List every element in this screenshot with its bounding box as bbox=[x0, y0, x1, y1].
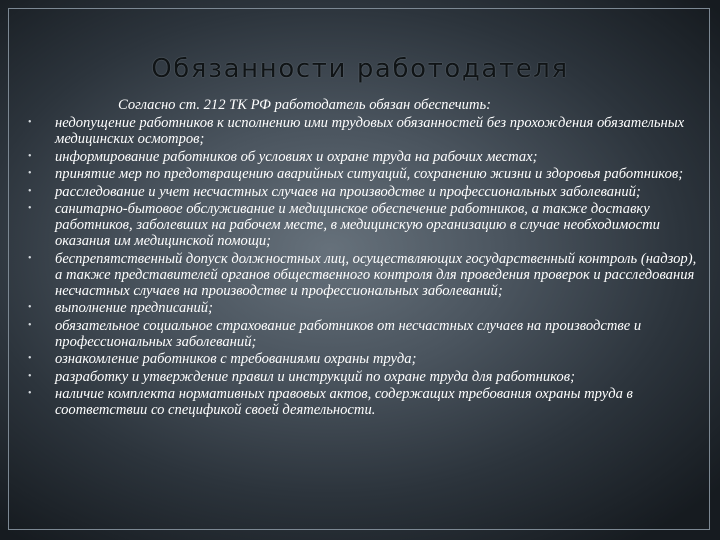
intro-text: Согласно ст. 212 ТК РФ работодатель обязан обеспечить: bbox=[118, 97, 492, 113]
bullet-icon: • bbox=[28, 117, 32, 128]
list-item-text: ознакомление работников с требованиями охраны труда; bbox=[55, 351, 417, 367]
list-item bbox=[28, 149, 698, 165]
bullet-icon: • bbox=[28, 319, 32, 331]
list-item bbox=[28, 300, 698, 316]
list-item-text: принятие мер по предотвращению аварийных ситуаций, сохранению жизни и здоровья работников; bbox=[55, 166, 684, 182]
bullet-icon: • bbox=[28, 185, 32, 197]
list-item bbox=[28, 115, 698, 147]
slide-title: Обязанности работодателя bbox=[151, 54, 569, 84]
list-item bbox=[28, 386, 698, 418]
bullet-icon: • bbox=[28, 150, 32, 162]
bullet-icon: • bbox=[28, 370, 32, 382]
list-item bbox=[28, 369, 698, 385]
list-item-text: расследование и учет несчастных случаев на производстве и профессиональных заболеваний; bbox=[55, 183, 641, 200]
bullet-icon: • bbox=[28, 302, 32, 313]
list-item-text: санитарно-бытовое обслуживание и медицинское обеспечение работников, а также доставку работников, заболевших на рабочем месте, в медицинскую организацию в случае необходимости оказания им медицинской помощи; bbox=[55, 201, 660, 249]
list-item bbox=[28, 251, 698, 299]
list-item-text: обязательное социальное страхование работников от несчастных случаев на производстве и профессиональных заболеваний; bbox=[55, 317, 642, 350]
bullet-icon: • bbox=[28, 168, 32, 179]
duties-list bbox=[28, 115, 698, 418]
list-item bbox=[28, 184, 698, 200]
list-item-text: недопущение работников к исполнению ими трудовых обязанностей без прохождения обязательных медицинских осмотров; bbox=[55, 115, 685, 147]
list-item-text: беспрепятственный допуск должностных лиц, осуществляющих государственный контроль (надзор), а также представителей органов общественного контроля для проведения проверок и расследования несчастных случаев на производстве и профессиональных заболеваний; bbox=[55, 250, 697, 299]
list-item-text: выполнение предписаний; bbox=[55, 300, 213, 316]
list-item-text: разработку и утверждение правил и инструкций по охране труда для работников; bbox=[55, 368, 575, 385]
list-item-text: информирование работников об условиях и охране труда на рабочих местах; bbox=[55, 148, 538, 165]
slide-body bbox=[28, 97, 698, 420]
bullet-icon: • bbox=[28, 203, 32, 214]
list-item bbox=[28, 201, 698, 249]
list-item bbox=[28, 318, 698, 350]
bullet-icon: • bbox=[28, 353, 32, 364]
list-item bbox=[28, 166, 698, 182]
bullet-icon: • bbox=[28, 252, 32, 264]
list-item-text: наличие комплекта нормативных правовых актов, содержащих требования охраны труда в соответствии со спецификой своей деятельности. bbox=[55, 386, 633, 418]
bullet-icon: • bbox=[28, 388, 32, 399]
list-item bbox=[28, 351, 698, 367]
